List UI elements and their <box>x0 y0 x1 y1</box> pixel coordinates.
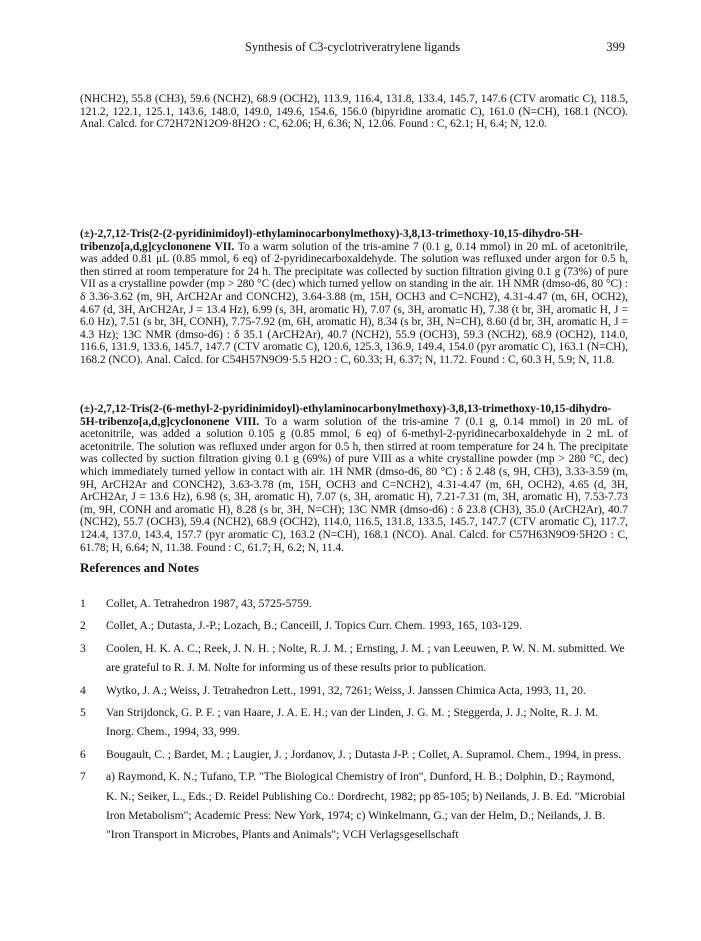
reference-text: Bougault, C. ; Bardet, M. ; Laugier, J. ; Jordanov, J. ; Dutasta J-P. ; Collet, A. Supramol. Chem., 1994, in press. <box>106 747 621 761</box>
paragraph-nmr-continued: (NHCH2), 55.8 (CH3), 59.6 (NCH2), 68.9 (OCH2), 113.9, 116.4, 131.8, 133.4, 145.7, 147.6 (CTV aromatic C), 118.5, 121.2, 122.1, 125.1, 143.6, 148.0, 149.0, 149.6, 154.6, 156.0 (bipyridine aromatic C), 161.0 (N=CH), 168.1 (NCO). Anal. Calcd. for C72H72N12O9·8H2O : C, 62.06; H, 6.36; N, 12.06. Found : C, 62.1; H, 6.4; N, 12.0. <box>80 93 628 131</box>
paragraph-compound-viii <box>80 403 628 554</box>
running-header <box>80 40 625 58</box>
reference-item <box>80 767 628 845</box>
reference-text: Wytko, J. A.; Weiss, J. Tetrahedron Lett., 1991, 32, 7261; Weiss, J. Janssen Chimica Acta, 1993, 11, 20. <box>106 683 586 697</box>
compound-vii-title: (±)-2,7,12-Tris(2-(2-pyridinimidoyl)-ethylaminocarbonylmethoxy)-3,8,13-trimethoxy-10,15-dihydro-5H-tribenzo[a,d,g]cyclononene VII. <box>80 228 583 253</box>
reference-text: Coolen, H. K. A. C.; Reek, J. N. H. ; Nolte, R. J. M. ; Ernsting, J. M. ; van Leeuwen, P. W. N. M. submitted. We are grateful to R. J. M. Nolte for informing us of these results prior to publication. <box>106 641 625 675</box>
running-title: Synthesis of C3-cyclotriveratrylene ligands <box>244 40 461 54</box>
reference-text: a) Raymond, K. N.; Tufano, T.P. "The Biological Chemistry of Iron", Dunford, H. B.; Dolphin, D.; Raymond, K. N.; Seiker, L., Eds.; D. Reidel Publishing Co.: Dordrecht, 1982; pp 85-105; b) Neilands, J. B. Ed. "Microbial Iron Metabolism"; Academic Press: New York, 1974; c) Winkelmann, G.; van der Helm, D.; Neilands, J. B. "Iron Transport in Microbes, Plants and Animals"; VCH Verlagsgesellschaft <box>106 770 626 842</box>
reference-item <box>80 594 628 613</box>
reference-number: 1 <box>80 597 86 610</box>
reference-number: 2 <box>80 619 86 633</box>
reference-number: 4 <box>80 683 86 697</box>
reference-text: Collet, A. Tetrahedron 1987, 43, 5725-5759. <box>106 597 312 610</box>
reference-item <box>80 681 628 700</box>
compound-vii-procedure: To a warm solution of the tris-amine 7 (0.1 g, 0.14 mmol) in 20 mL of acetonitrile, was added 0.81 μL (0.85 mmol, 6 eq) of 2-pyridinecarboxaldehyde. The solution was refluxed under argon for 0.5 h, then stirred at room temperature for 24 h. The precipitate was collected by suction filtration giving 0.1 g (73%) of pure VII as a crystalline powder (mp > 280 °C (dec) which turned yellow on standing in the air. 1H NMR (dmso-d6, 80 °C) : δ 3.36-3.62 (m, 9H, ArCH2Ar and CONCH2), 3.64-3.88 (m, 15H, OCH3 and C=NCH2), 4.31-4.47 (m, 6H, OCH2), 4.67 (d, 3H, ArCH2Ar, J = 13.4 Hz), 6.99 (s, 3H, aromatic H), 7.07 (s, 3H, aromatic H), 7.38 (t br, 3H, aromatic H, J = 6.0 Hz), 7.51 (s br, 3H, CONH), 7.75-7.92 (m, 6H, aromatic H), 8.34 (s br, 3H, N=CH), 8.60 (d br, 3H, aromatic H, J = 4.3 Hz); 13C NMR (dmso-d6) : δ 35.1 (ArCH2Ar), 40.7 (NCH2), 55.9 (OCH3), 59.3 (NCH2), 68.9 (OCH2), 114.0, 116.6, 131.9, 133.6, 145.7, 147.7 (CTV aromatic C), 120.6, 125.3, 136.9, 149.4, 154.0 (pyr aromatic C), 163.1 (N=CH), 168.2 (NCO). Anal. Calcd. for C54H57N9O9·5.5 H2O : C, 60.33; H, 6.37; N, 11.72. Found : C, 60.3 H, 5.9; N, 11.8. <box>80 240 628 366</box>
page-number: 399 <box>606 40 625 54</box>
reference-number: 6 <box>80 747 86 761</box>
reference-text: Van Strijdonck, G. P. F. ; van Haare, J. A. E. H.; van der Linden, J. G. M. ; Steggerda, J. J.; Nolte, R. J. M. Inorg. Chem., 1994, 33, 999. <box>106 706 599 739</box>
reference-text: Collet, A.; Dutasta, J.-P.; Lozach, B.; Canceill, J. Topics Curr. Chem. 1993, 165, 103-129. <box>106 619 522 633</box>
paragraph-compound-vii <box>80 228 628 367</box>
reference-number: 5 <box>80 706 86 720</box>
compound-viii-procedure: To a warm solution of the tris-amine 7 (0.1 g, 0.14 mmol) in 20 mL of acetonitrile, was added a solution 0.105 g (0.85 mmol, 6 eq) of 6-methyl-2-pyridinecarboxaldehyde in 2 mL of acetonitrile. The solution was refluxed under argon for 0.5 h, then stirred at room temperature for 24 h. The precipitate was collected by suction filtration giving 0.1 g (69%) of pure VIII as a white crystalline powder (mp > 280 °C, dec) which immediately turned yellow in contact with air. 1H NMR (dmso-d6, 80 °C) : δ 2.48 (s, 9H, CH3), 3.33-3.59 (m, 9H, ArCH2Ar and CONCH2), 3.63-3.78 (m, 15H, OCH3 and C=NCH2), 4.31-4.47 (m, 6H, OCH2), 4.65 (d, 3H, ArCH2Ar, J = 13.6 Hz), 6.98 (s, 3H, aromatic H), 7.07 (s, 3H, aromatic H), 7.21-7.31 (m, 3H, aromatic H), 7.53-7.73 (m, 9H, CONH and aromatic H), 8.28 (s br, 3H, N=CH); 13C NMR (dmso-d6) : δ 23.8 (CH3), 35.0 (ArCH2Ar), 40.7 (NCH2), 55.7 (OCH3), 59.4 (NCH2), 68.9 (OCH2), 114.0, 116.5, 131.8, 133.5, 145.7, 147.7 (CTV aromatic C), 117.7, 124.4, 137.0, 143.4, 157.7 (pyr aromatic C), 163.2 (N=CH), 168.1 (NCO). Anal. Calcd. for C57H63N9O9·5H2O : C, 61.78; H, 6.64; N, 11.38. Found : C, 61.7; H, 6.2; N, 11.4. <box>80 415 628 554</box>
reference-item <box>80 616 628 635</box>
references-heading: References and Notes <box>80 560 199 575</box>
reference-item <box>80 639 628 678</box>
reference-item <box>80 745 628 764</box>
reference-list <box>80 594 628 848</box>
reference-item <box>80 703 628 742</box>
reference-number: 3 <box>80 641 86 655</box>
compound-viii-title: (±)-2,7,12-Tris(2-(6-methyl-2-pyridinimidoyl)-ethylaminocarbonylmethoxy)-3,8,13-trimethoxy-10,15-dihydro-5H-tribenzo[a,d,g]cyclononene VIII. <box>80 403 612 428</box>
reference-number: 7 <box>80 770 86 784</box>
